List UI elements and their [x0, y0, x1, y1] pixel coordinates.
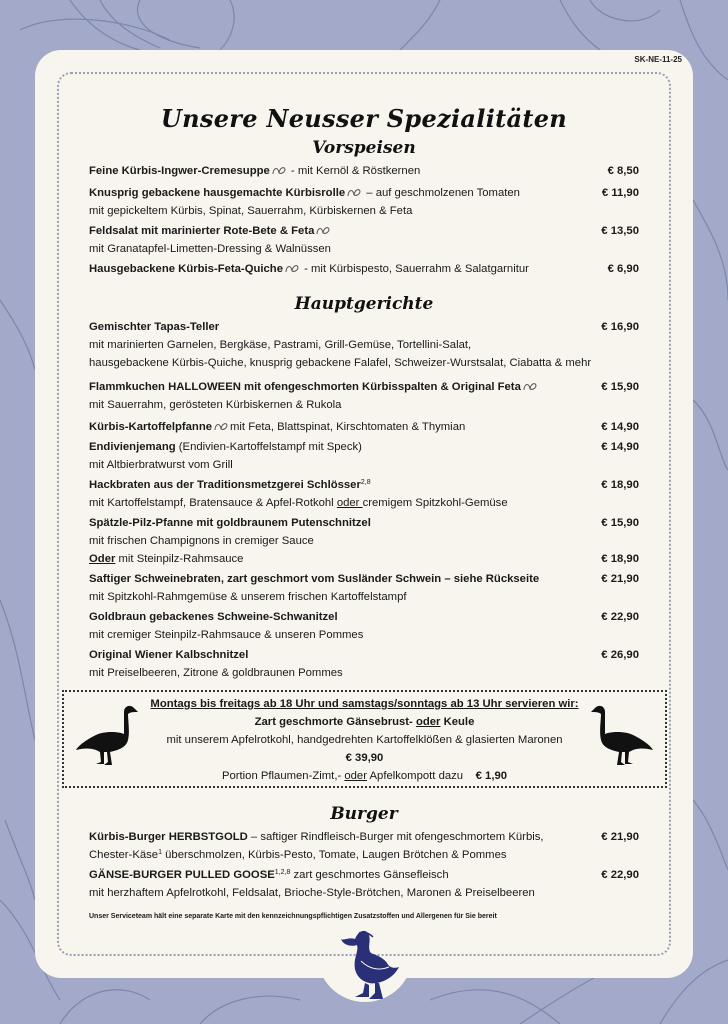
allergen-note: Unser Serviceteam hält eine separate Karte mit den kennzeichnungspflichtigen Zusatzstoffen und Allergenen für Sie bereit	[89, 913, 497, 920]
goose-extra: Portion Pflaumen-Zimt,-	[221, 770, 345, 782]
item-name: Endivienjemang	[89, 441, 176, 453]
goose-extra: Apfelkompott dazu	[366, 770, 464, 782]
vegetarian-leaf-icon	[523, 381, 537, 391]
item-description: – saftiger Rindfleisch-Burger mit ofengeschmortem Kürbis,	[247, 831, 544, 843]
menu-item	[89, 646, 639, 682]
item-price: € 8,50	[607, 165, 639, 177]
item-description: überschmolzen, Kürbis-Pesto, Tomate, Laugen Brötchen & Pommes	[161, 849, 507, 861]
item-name: Knusprig gebackene hausgemachte Kürbisrolle	[89, 187, 346, 199]
item-description: – auf geschmolzenen Tomaten	[363, 187, 520, 199]
vegetarian-leaf-icon	[285, 263, 299, 273]
item-price: € 18,90	[601, 479, 639, 491]
item-description-line: mit cremiger Steinpilz-Rahmsauce & unseren Pommes	[89, 629, 364, 641]
item-name: Gemischter Tapas-Teller	[89, 321, 220, 333]
menu-code: SK-NE-11-25	[634, 55, 682, 64]
item-description-line: hausgebackene Kürbis-Quiche, knusprig gebackene Falafel, Schweizer-Wurstsalat, Ciabatta & mehr	[89, 357, 592, 369]
item-price-alt: € 18,90	[601, 553, 639, 565]
item-price: € 22,90	[601, 611, 639, 623]
item-name: Saftiger Schweinebraten, zart geschmort vom Susländer Schwein – siehe Rückseite	[89, 573, 540, 585]
menu-item	[89, 222, 639, 258]
item-description-line: mit Sauerrahm, gerösteten Kürbiskernen & Rukola	[89, 399, 342, 411]
vegetarian-leaf-icon	[347, 187, 361, 197]
item-description: mit Kartoffelstampf, Bratensauce & Apfel-Rotkohl	[89, 497, 337, 509]
goose-special-headline: Montags bis freitags ab 18 Uhr und samstags/sonntags ab 13 Uhr servieren wir:	[150, 698, 579, 710]
item-description-line: mit Spitzkohl-Rahmgemüse & unserem frischen Kartoffelstampf	[89, 591, 407, 603]
item-description-line: mit marinierten Garnelen, Bergkäse, Pastrami, Grill-Gemüse, Tortellini-Salat,	[89, 339, 472, 351]
vegetarian-leaf-icon	[272, 165, 286, 175]
item-price: € 13,50	[601, 225, 639, 237]
item-description: Chester-Käse	[89, 849, 159, 861]
goose-dish-name: Keule	[440, 716, 475, 728]
item-description-line: mit Altbierbratwurst vom Grill	[89, 459, 233, 471]
item-name: Kürbis-Burger HERBSTGOLD	[89, 831, 248, 843]
item-price: € 14,90	[601, 441, 639, 453]
menu-item	[89, 514, 639, 568]
item-name: Hackbraten aus der Traditionsmetzgerei Schlösser	[89, 479, 361, 491]
item-description: - mit Kürbispesto, Sauerrahm & Salatgarnitur	[300, 263, 529, 275]
section-title-burger: Burger	[330, 804, 398, 824]
item-price: € 16,90	[601, 321, 639, 333]
item-name: Kürbis-Kartoffelpfanne	[89, 421, 213, 433]
menu-item	[89, 418, 639, 436]
item-description-line: mit herzhaftem Apfelrotkohl, Feldsalat, Brioche-Style-Brötchen, Maronen & Preiselbeeren	[89, 887, 535, 899]
goose-dish-or: oder	[415, 716, 441, 728]
item-name: Hausgebackene Kürbis-Feta-Quiche	[89, 263, 283, 275]
goose-dish-name: Zart geschmorte Gänsebrust-	[254, 716, 416, 728]
goose-extra-price: € 1,90	[475, 770, 508, 782]
goose-dish-description: mit unserem Apfelrotkohl, handgedrehten Kartoffelklößen & glasierten Maronen	[166, 734, 563, 746]
menu-item	[89, 438, 639, 474]
menu-item	[89, 260, 639, 278]
item-name: Feldsalat mit marinierter Rote-Bete & Feta	[89, 225, 315, 237]
item-description-line: mit Preiselbeeren, Zitrone & goldbraunen Pommes	[89, 667, 343, 679]
menu-item	[89, 378, 639, 414]
goose-silhouette-icon	[591, 704, 655, 766]
item-price: € 26,90	[601, 649, 639, 661]
item-price: € 15,90	[601, 381, 639, 393]
item-name: Feine Kürbis-Ingwer-Cremesuppe	[89, 165, 270, 177]
vegetarian-leaf-icon	[316, 225, 330, 235]
item-price: € 21,90	[601, 573, 639, 585]
item-description: cremigem Spitzkohl-Gemüse	[362, 497, 508, 509]
item-description-or: oder	[336, 497, 363, 509]
item-name: Goldbraun gebackenes Schweine-Schwanitzel	[89, 611, 338, 623]
allergen-footnote: 1	[158, 849, 162, 856]
item-description: - mit Kernöl & Röstkernen	[287, 165, 421, 177]
menu-item	[89, 476, 639, 512]
item-name: Original Wiener Kalbschnitzel	[89, 649, 249, 661]
menu-item	[89, 318, 639, 372]
menu-item	[89, 162, 639, 180]
item-description-line: mit Granatapfel-Limetten-Dressing & Walnüssen	[89, 243, 331, 255]
item-description-line: mit gepickeltem Kürbis, Spinat, Sauerrahm, Kürbiskernen & Feta	[89, 205, 413, 217]
item-price: € 14,90	[601, 421, 639, 433]
menu-item	[89, 570, 639, 606]
goose-special-box	[62, 690, 667, 788]
item-description: (Endivien-Kartoffelstampf mit Speck)	[175, 441, 362, 453]
item-price: € 6,90	[607, 263, 639, 275]
allergen-footnote: 2,8	[360, 479, 371, 486]
vegetarian-leaf-icon	[214, 421, 228, 431]
menu-item	[89, 828, 639, 864]
item-description: zart geschmortes Gänsefleisch	[290, 869, 449, 881]
goose-dish-price: € 39,90	[345, 752, 384, 764]
item-price: € 15,90	[601, 517, 639, 529]
item-price: € 11,90	[601, 187, 639, 199]
item-name: Spätzle-Pilz-Pfanne mit goldbraunem Putenschnitzel	[89, 517, 371, 529]
item-description: mit Feta, Blattspinat, Kirschtomaten & Thymian	[230, 421, 466, 433]
item-description: mit Steinpilz-Rahmsauce	[115, 553, 244, 565]
goose-extra-or: oder	[344, 770, 367, 782]
item-description-or: Oder	[89, 553, 116, 565]
item-name: GÄNSE-BURGER PULLED GOOSE	[89, 869, 275, 881]
menu-item	[89, 608, 639, 644]
menu-item	[89, 184, 639, 220]
section-title-hauptgerichte: Hauptgerichte	[294, 294, 434, 314]
item-price: € 21,90	[601, 831, 639, 843]
duck-logo-icon	[337, 925, 401, 1001]
item-description-line: mit frischen Champignons in cremiger Sauce	[89, 535, 314, 547]
item-name: Flammkuchen HALLOWEEN mit ofengeschmorten Kürbisspalten & Original Feta	[89, 381, 521, 393]
menu-item	[89, 866, 639, 902]
allergen-footnote: 1,2,8	[274, 869, 291, 876]
section-title-vorspeisen: Vorspeisen	[312, 138, 416, 158]
menu-title: Unsere Neusser Spezialitäten	[160, 104, 568, 133]
item-price: € 22,90	[601, 869, 639, 881]
